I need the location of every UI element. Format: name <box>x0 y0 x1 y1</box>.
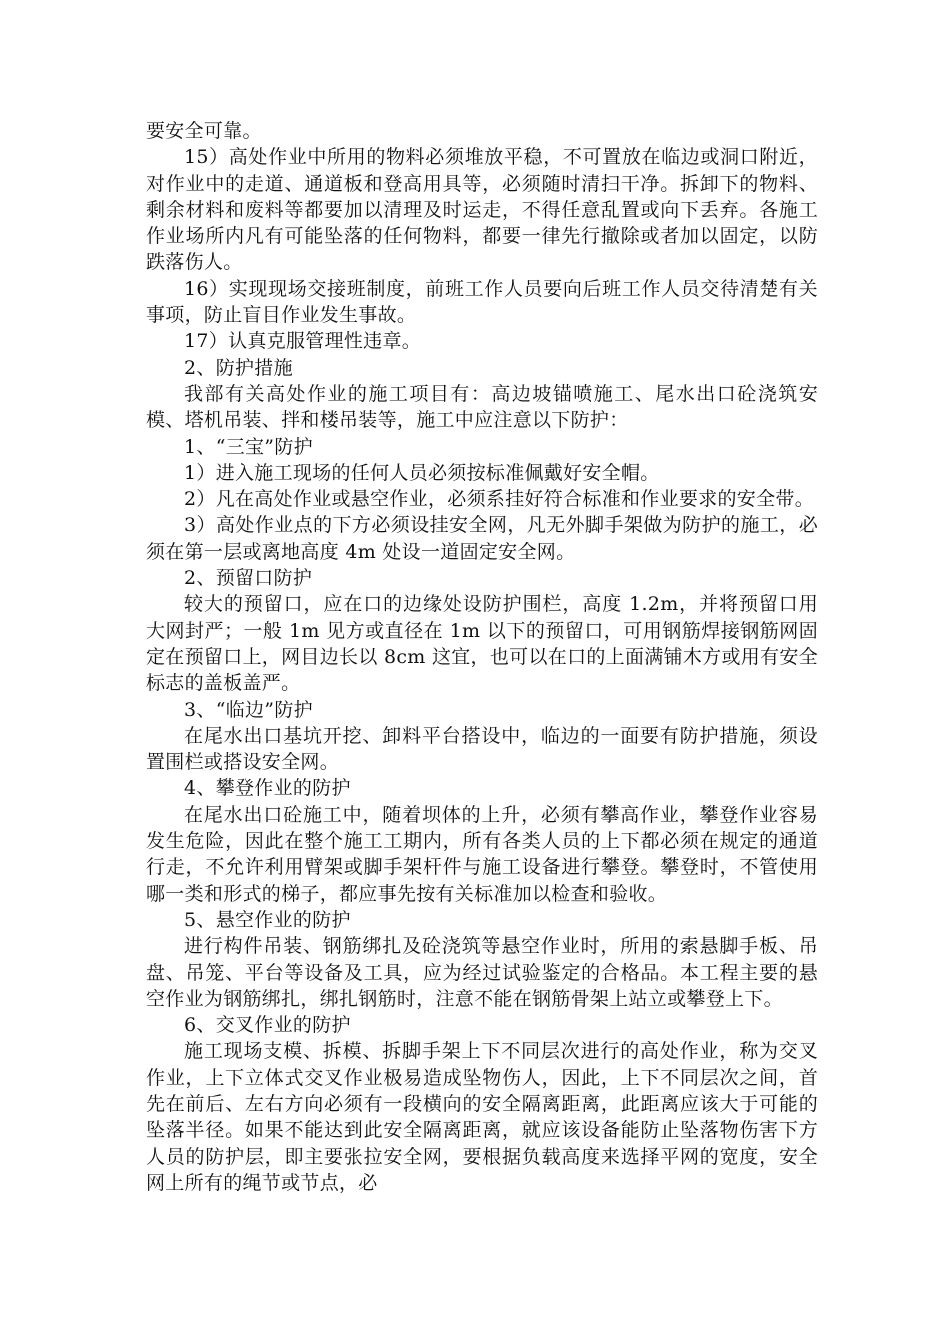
paragraph-edge: 在尾水出口基坑开挖、卸料平台搭设中，临边的一面要有防护措施，须设置围栏或搭设安全网。 <box>146 724 818 774</box>
paragraph-suspended: 进行构件吊装、钢筋绑扎及砼浇筑等悬空作业时，所用的索悬脚手板、吊盘、吊笼、平台等设备及工具，应为经过试验鉴定的合格品。本工程主要的悬空作业为钢筋绑扎，绑扎钢筋时，注意不能在钢筋骨架上站立或攀登上下。 <box>146 935 818 1010</box>
paragraph-safety-belt: 2）凡在高处作业或悬空作业，必须系挂好符合标准和作业要求的安全带。 <box>184 488 814 511</box>
paragraph-cross-work: 施工现场支模、拆模、拆脚手架上下不同层次进行的高处作业，称为交叉作业，上下立体式交叉作业极易造成坠物伤人，因此，上下不同层次之间，首先在前后、左右方向必须有一段横向的安全隔离距离，此距离应该大于可能的坠落半径。如果不能达到此安全隔离距离，就应该设备能防止坠落物伤害下方人员的防护层，即主要张拉安全网，要根据负载高度来选择平网的宽度，安全网上所有的绳节或节点，必 <box>146 1040 818 1194</box>
subheading-suspended-work: 5、悬空作业的防护 <box>184 908 351 931</box>
document-page <box>146 118 818 1196</box>
subheading-cross-work: 6、交叉作业的防护 <box>184 1014 351 1037</box>
paragraph-safety-net: 3）高处作业点的下方必须设挂安全网，凡无外脚手架做为防护的施工，必须在第一层或离地高度 4m 处设一道固定安全网。 <box>146 514 818 563</box>
subheading-three-treasures: 1、“三宝”防护 <box>184 435 313 458</box>
subheading-edge-protection: 3、“临边”防护 <box>184 698 313 721</box>
subheading-opening-protection: 2、预留口防护 <box>184 567 313 590</box>
paragraph-intro: 我部有关高处作业的施工项目有：高边坡锚喷施工、尾水出口砼浇筑安模、塔机吊装、拌和楼吊装等，施工中应注意以下防护： <box>146 382 818 432</box>
paragraph-item-15: 15）高处作业中所用的物料必须堆放平稳，不可置放在临边或洞口附近，对作业中的走道、通道板和登高用具等，必须随时清扫干净。拆卸下的物料、剩余材料和废料等都要加以清理及时运走，不得任意乱置或向下丢弃。各施工作业场所内凡有可能坠落的任何物料，都要一律先行撤除或者加以固定，以防跌落伤人。 <box>146 146 818 274</box>
paragraph-continuation: 要安全可靠。 <box>146 120 262 142</box>
paragraph-opening: 较大的预留口，应在口的边缘处设防护围栏，高度 1.2m，并将预留口用大网封严；一般 1m 见方或直径在 1m 以下的预留口，可用钢筋焊接钢筋网固定在预留口上，网目边长以 8cm 这宜，也可以在口的上面满铺木方或用有安全标志的盖板盖严。 <box>146 593 818 695</box>
section-heading-protective-measures: 2、防护措施 <box>184 356 293 379</box>
paragraph-item-16: 16）实现现场交接班制度，前班工作人员要向后班工作人员交待清楚有关事项，防止盲目作业发生事故。 <box>146 277 818 327</box>
subheading-climbing-protection: 4、攀登作业的防护 <box>184 777 351 800</box>
paragraph-climbing: 在尾水出口砼施工中，随着坝体的上升，必须有攀高作业，攀登作业容易发生危险，因此在整个施工工期内，所有各类人员的上下都必须在规定的通道行走，不允许利用臂架或脚手架杆件与施工设备进行攀登。攀登时，不管使用哪一类和形式的梯子，都应事先按有关标准加以检查和验收。 <box>146 803 818 905</box>
paragraph-item-17: 17）认真克服管理性违章。 <box>184 330 422 353</box>
paragraph-helmet: 1）进入施工现场的任何人员必须按标准佩戴好安全帽。 <box>184 461 660 484</box>
